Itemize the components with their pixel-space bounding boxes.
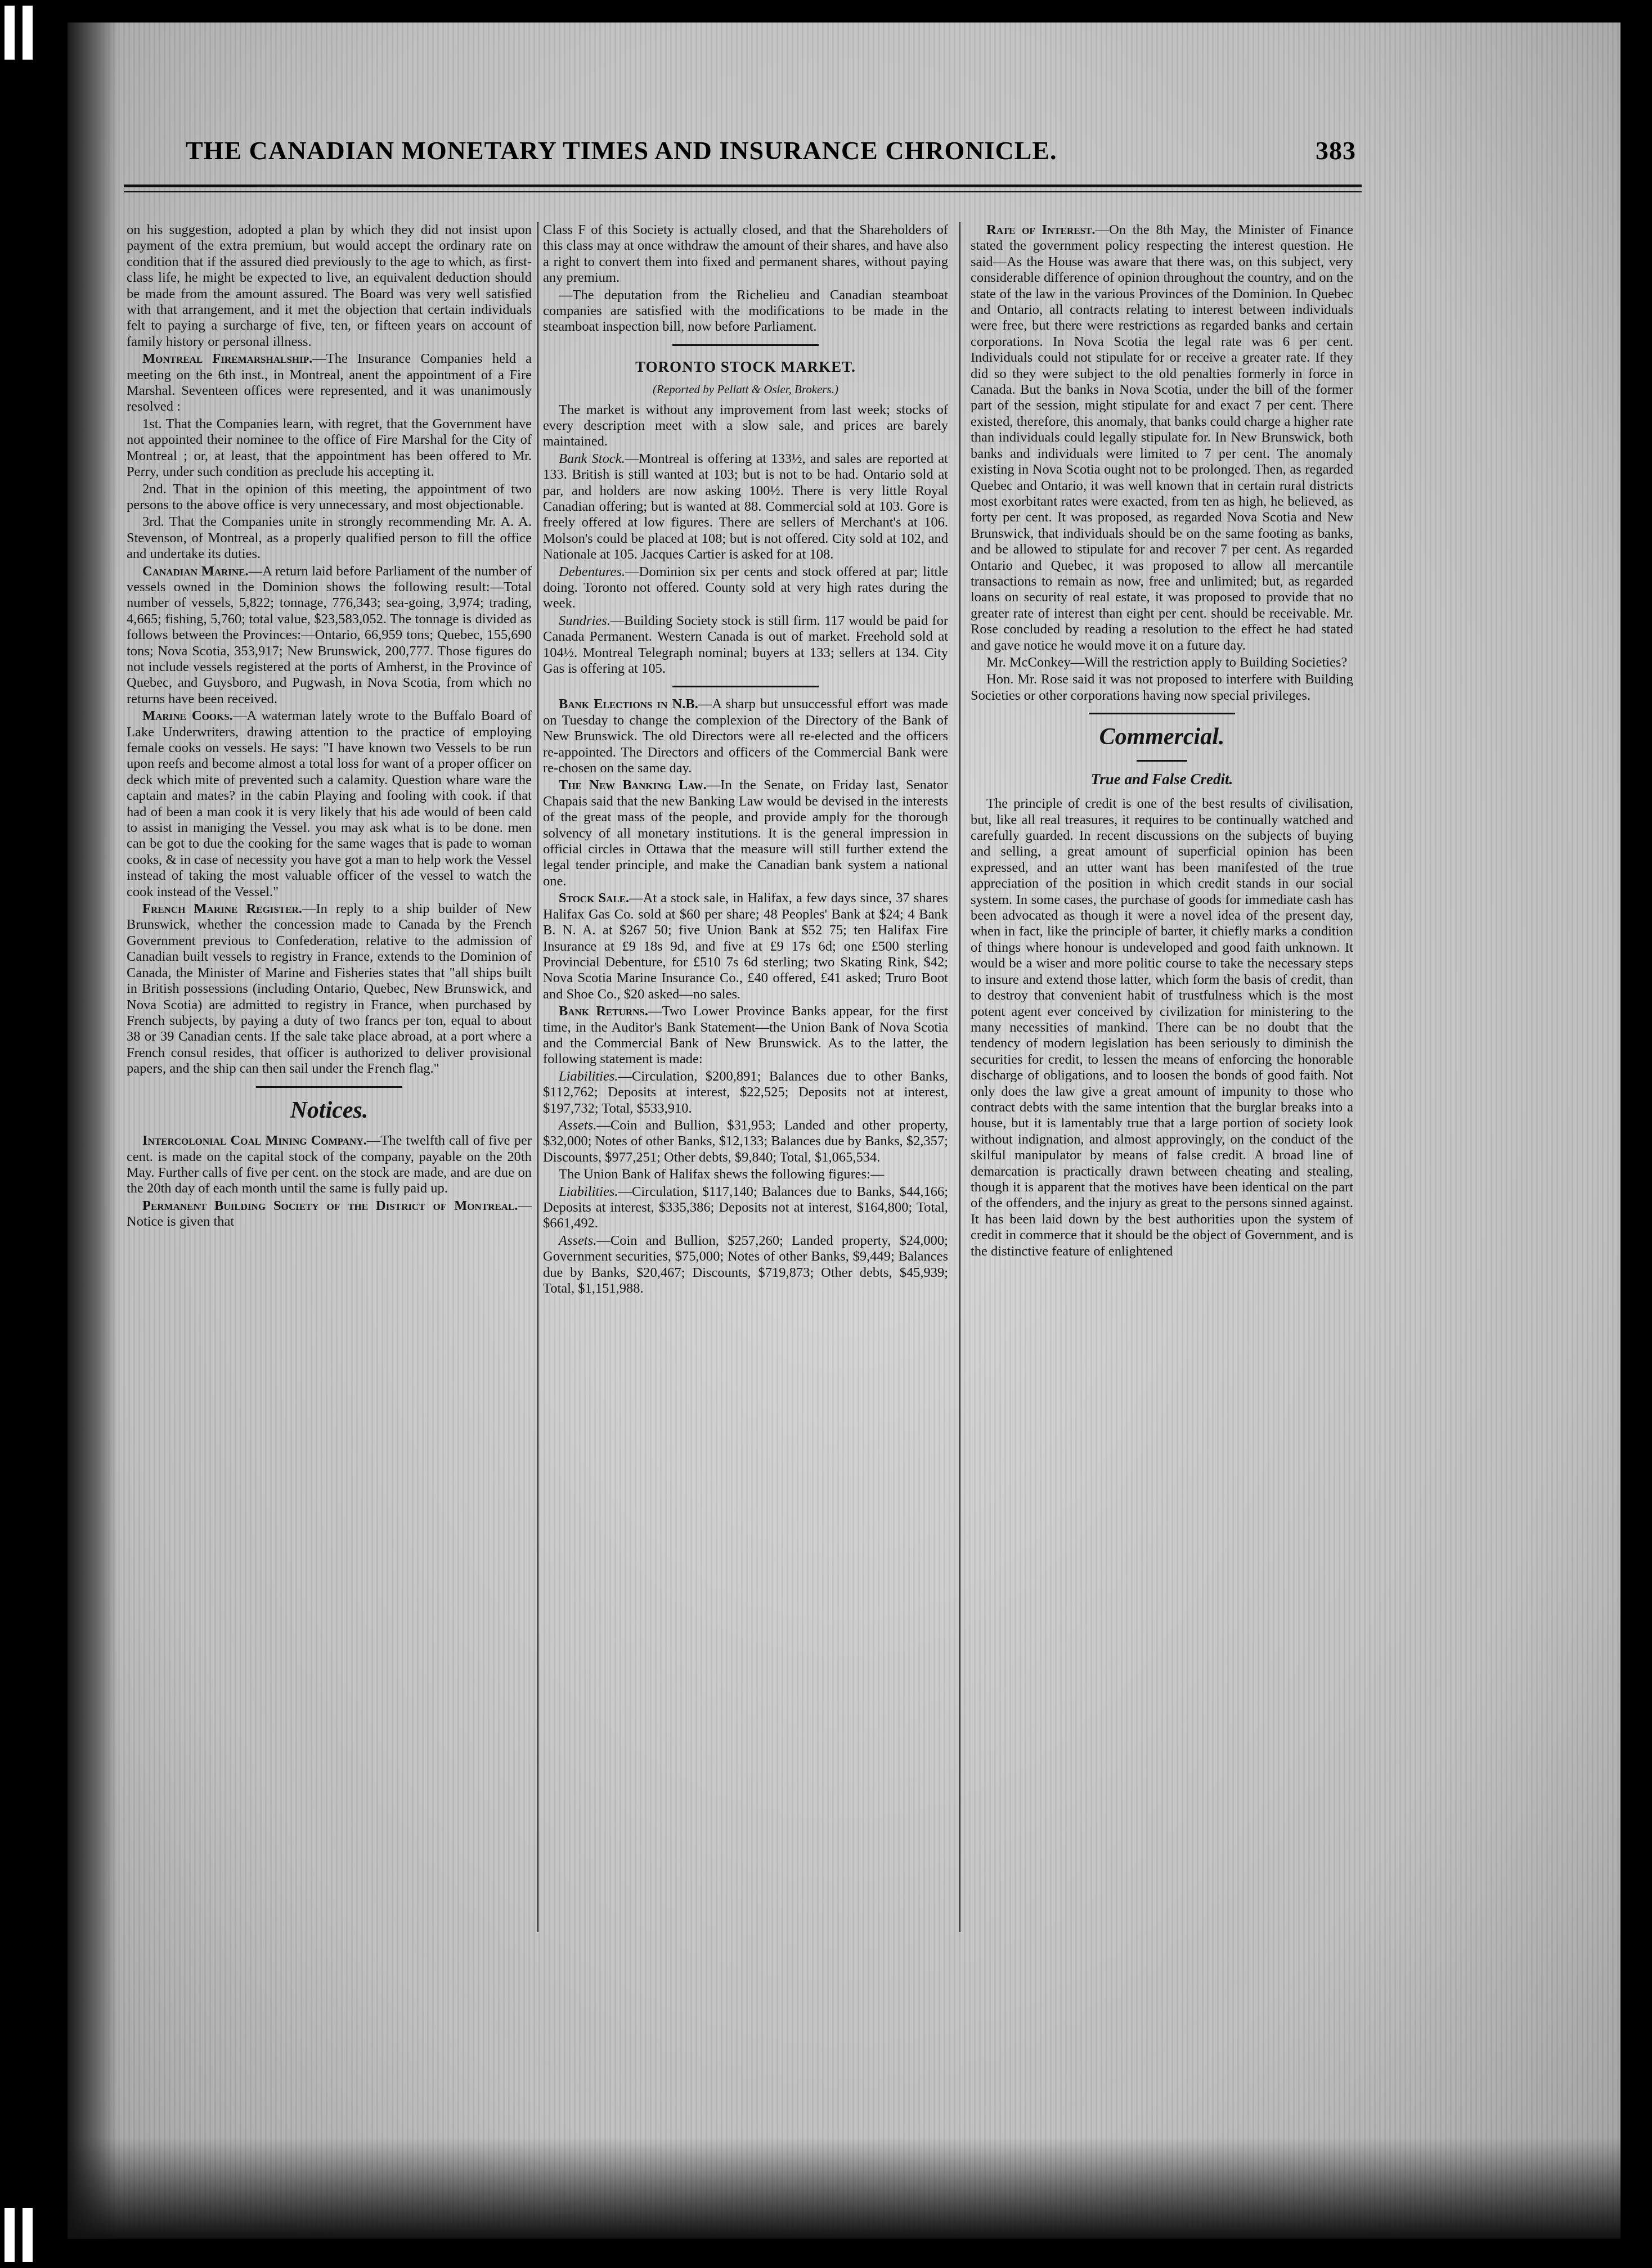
paragraph-body: —A sharp but unsuccessful effort was made on Tuesday to change the complexion of the Directory of the Bank of New Brunswick. The old Directors were all re-elected and the officers re-appointed. The Directors and officers of the Commercial Bank were re-chosen on the same day. bbox=[543, 696, 948, 776]
paragraph: —The deputation from the Richelieu and Canadian steamboat companies are satisfied with the modifications to be made in the steamboat inspection bill, now before Parliament. bbox=[543, 287, 948, 335]
section-heading: Permanent Building Society of the District of Montreal. bbox=[142, 1198, 518, 1213]
paragraph-body: —Dominion six per cents and stock offered at par; little doing. Toronto not offered. County sold at very high rates during the week. bbox=[543, 564, 948, 611]
paragraph: 3rd. That the Companies unite in strongly recommending Mr. A. A. Stevenson, of Montreal, as a properly qualified person to fill the office and undertake its duties. bbox=[127, 514, 532, 562]
paragraph bbox=[127, 1133, 532, 1197]
paragraph bbox=[543, 1233, 948, 1297]
section-heading: Bank Returns. bbox=[559, 1004, 648, 1019]
paragraph: The Union Bank of Halifax shews the following figures:— bbox=[559, 1167, 885, 1182]
section-heading: Canadian Marine. bbox=[142, 563, 249, 579]
paragraph-body: —Circulation, $117,140; Balances due to Banks, $44,166; Deposits at interest, $335,386; Deposits not at interest, $164,800; Total, $661,492. bbox=[543, 1184, 948, 1231]
paragraph-body: —Circulation, $200,891; Balances due to other Banks, $112,762; Deposits at interest, $22,525; Deposits not at interest, $197,732; Total, $533,910. bbox=[543, 1068, 948, 1116]
column-2 bbox=[543, 222, 948, 1298]
paragraph: on his suggestion, adopted a plan by which they did not insist upon payment of the extra premium, but would accept the ordinary rate on condition that if the assured died previously to the age to which, as first-class life, he might be expected to live, an equivalent deduction should be made from the amount assured. The Board was very well satisfied with that arrangement, and it met the objection that certain individuals felt to paying a surcharge of five, ten, or fifteen years on account of family history or personal illness. bbox=[127, 222, 532, 349]
section-heading: Sundries. bbox=[559, 613, 610, 628]
page-bottom-shadow bbox=[68, 2138, 1620, 2239]
paragraph-body: —Building Society stock is still firm. 117 would be paid for Canada Permanent. Western Canada is out of market. Freehold sold at 104½. Montreal Telegraph nominal; buyers at 133; sellers at 134. City Gas is offering at 105. bbox=[543, 613, 948, 677]
section-heading: Bank Stock. bbox=[559, 451, 625, 466]
section-heading: Bank Elections in N.B. bbox=[559, 696, 698, 712]
separator-short bbox=[1137, 760, 1187, 762]
paragraph bbox=[543, 1118, 948, 1166]
paragraph-body: —The Insurance Companies held a meeting on the 6th inst., in Montreal, anent the appointment of a Fire Marshal. Seventeen offices were represented, and it was unanimously resolved : bbox=[127, 351, 532, 415]
paragraph bbox=[543, 564, 948, 612]
paragraph-body: —In the Senate, on Friday last, Senator Chapais said that the new Banking Law would be devised in the interests of the great mass of the people, and provide amply for the thorough solvency of all monetary institutions. It is the general impression in official circles in Ottawa that the measure will still further extend the legal tender principle, and make the Canadian bank system a national one. bbox=[543, 777, 948, 889]
paragraph bbox=[543, 1184, 948, 1232]
header-rule-thin bbox=[124, 191, 1362, 192]
paragraph-body: —A waterman lately wrote to the Buffalo Board of Lake Underwriters, drawing attention to the practice of employing female cooks on vessels. He says: "I have known two Vessels to be run upon reefs and become almost a total loss for want of a proper officer on deck which mite of prevented such a calamity. Question whare ware the captain and mates? in the cabin Playing and fooling with cook. if that had of been a man cook it is very likely that his ade would of been cald to assist in maniging the Vessel. you may ask what is to be done. men can be got to due the cooking for the same wages that is pade to woman cooks, & in case of necessity you have got a man to help work the Vessel instead of taking the most valuable officer of the vessel to watch the cook instead of the Vessel." bbox=[127, 708, 532, 899]
separator bbox=[1089, 713, 1235, 714]
paragraph-body: —On the 8th May, the Minister of Finance stated the government policy respecting the interest question. He said—As the House was aware that there was, on this subject, very considerable difference of opinion throughout the country, and on the state of the law in the various Provinces of the Dominion. In Quebec and Ontario, all contracts relating to interest between individuals were free, but there were restrictions as regarded banks and certain corporations. In Nova Scotia the legal rate was 6 per cent. Individuals could not stipulate for or receive a greater rate. If they did so they were subject to the old penalties formerly in force in Canada. But the banks in Nova Scotia, under the bill of the former part of the session, might stipulate for and exact 7 per cent. There existed, therefore, this anomaly, that banks could charge a higher rate than individuals could legally stipulate for. In New Brunswick, both banks and individuals were limited to 7 per cent. The anomaly existing in Nova Scotia ought not to be prolonged. Then, as regarded Quebec and Ontario, it was well known that in certain rural districts most exorbitant rates were exacted, from ten as high, he believed, as forty per cent. It was proposed, as regarded Nova Scotia and New Brunswick, that individuals should be on the same footing as banks, and be allowed to stipulate for and recover 7 per cent. As regarded Ontario and Quebec, it was proposed to allow all mercantile transactions to remain as now, free and unlimited; but, as regarded loans on security of real estate, it was proposed to provide that no greater rate of interest than eight per cent. should be receivable. Mr. Rose concluded by reading a resolution to the effect he had stated and gave notice he would move it on a future day. bbox=[971, 222, 1353, 653]
paragraph bbox=[971, 222, 1353, 654]
paragraph-body: —A return laid before Parliament of the number of vessels owned in the Dominion shows the following result:—Total number of vessels, 5,822; tonnage, 776,343; sea-going, 3,974; trading, 4,665; fishing, 5,760; total value, $23,583,052. The tonnage is divided as follows between the Provinces:—Ontario, 66,959 tons; Quebec, 155,690 tons; Nova Scotia, 353,917; New Brunswick, 200,777. Those figures do not include vessels registered at the ports of Amherst, in the Province of Quebec, and Guysboro, and Pugwash, in Nova Scotia, from which no returns have been received. bbox=[127, 563, 532, 706]
paragraph: 2nd. That in the opinion of this meeting, the appointment of two persons to the above office is very unnecessary, and most objectionable. bbox=[127, 481, 532, 512]
paragraph: Mr. McConkey—Will the restriction apply to Building Societies? bbox=[986, 654, 1348, 670]
section-heading: Liabilities. bbox=[559, 1068, 618, 1084]
column-divider-2 bbox=[959, 222, 960, 1932]
masthead-title: THE CANADIAN MONETARY TIMES AND INSURANCE CHRONICLE. bbox=[186, 136, 1057, 165]
commercial-heading: Commercial. bbox=[1099, 724, 1225, 750]
section-heading: Montreal Firemarshalship. bbox=[142, 351, 313, 367]
column-divider-1 bbox=[537, 222, 538, 1932]
paragraph bbox=[543, 777, 948, 889]
section-heading: Rate of Interest. bbox=[986, 222, 1096, 237]
section-heading: The New Banking Law. bbox=[559, 777, 707, 793]
paragraph-body: —The twelfth call of five per cent. is made on the capital stock of the company, payable on the 20th May. Further calls of five per cent. on the stock are made, and are due on the 20th day of each month until the same is fully paid up. bbox=[127, 1133, 532, 1196]
paragraph bbox=[127, 708, 532, 900]
film-mark-bottom-left-2 bbox=[23, 2208, 33, 2262]
section-heading: Intercolonial Coal Mining Company. bbox=[142, 1133, 367, 1149]
section-heading: French Marine Register. bbox=[142, 901, 302, 917]
paragraph: The principle of credit is one of the best results of civilisation, but, like all real treasures, it requires to be continually watched and carefully guarded. In recent discussions on the subjects of buying and selling, a great amount of superficial opinion has been expressed, and an utter want has been manifested of the true appreciation of the position in which credit stands in our social system. In some cases, the purchase of goods for immediate cash has been advocated as though it were a novel idea of the present day, when in fact, like the principle of barter, it chiefly marks a condition of things where honour is undeveloped and good faith unknown. It would be a wiser and more politic course to take the necessary steps to insure and extend those latter, which form the basis of credit, than to destroy that convenient habit of trustfulness which is the most potent agent ever conceived by civilization for ministering to the many necessities of mankind. There can be no doubt that the tendency of modern legislation has been seriously to diminish the securities for credit, to lessen the means of enforcing the honorable discharge of obligations, and to loosen the bonds of good faith. Not only does the law give a great amount of impunity to those who contract debts with the same intention that the burglar breaks into a house, but it is lamentably true that a large portion of society look without indignation, and almost approvingly, on the conduct of the skilful manipulator by means of false credit. A broad line of demarcation is practically drawn between cheating and stealing, though it is apparent that the motives have been identical on the part of the offenders, and the injury as great to the persons sinned against. It has been laid down by the best authorities upon the system of credit in commerce that it should be the object of Government, and is the distinctive feature of enlightened bbox=[971, 796, 1353, 1259]
paragraph bbox=[127, 351, 532, 415]
paragraph bbox=[543, 890, 948, 1002]
credit-article-heading: True and False Credit. bbox=[1090, 770, 1233, 788]
film-mark-top-left-2 bbox=[23, 6, 33, 60]
film-mark-top-left-1 bbox=[5, 6, 15, 60]
paragraph-body: —Notice is given that bbox=[127, 1198, 532, 1230]
page-header bbox=[186, 130, 1356, 170]
separator bbox=[672, 344, 819, 346]
paragraph bbox=[543, 613, 948, 677]
column-1 bbox=[127, 222, 532, 1231]
paragraph: The market is without any improvement from last week; stocks of every description meet with a slow sale, and prices are barely maintained. bbox=[543, 402, 948, 449]
stock-market-subheading: (Reported by Pellatt & Osler, Brokers.) bbox=[653, 382, 838, 397]
paragraph bbox=[543, 451, 948, 563]
paragraph bbox=[543, 1004, 948, 1068]
separator bbox=[256, 1086, 402, 1088]
film-mark-bottom-left-1 bbox=[5, 2208, 15, 2262]
paragraph: Hon. Mr. Rose said it was not proposed to interfere with Building Societies or other corporations having now special privileges. bbox=[971, 672, 1353, 703]
paragraph bbox=[127, 564, 532, 708]
notices-heading: Notices. bbox=[290, 1097, 369, 1123]
paragraph bbox=[543, 696, 948, 776]
section-heading: Assets. bbox=[559, 1117, 597, 1133]
column-3 bbox=[971, 222, 1353, 1261]
paragraph-body: —Coin and Bullion, $257,260; Landed property, $24,000; Government securities, $75,000; Notes of other Banks, $9,449; Balances due by Banks, $20,467; Discounts, $719,873; Other debts, $45,939; Total, $1,151,988. bbox=[543, 1232, 948, 1297]
paragraph-body: —Two Lower Province Banks appear, for the first time, in the Auditor's Bank Statement—the Union Bank of Nova Scotia and the Commercial Bank of New Brunswick. As to the latter, the following statement is made: bbox=[543, 1004, 948, 1067]
section-heading: Stock Sale. bbox=[559, 890, 630, 906]
section-heading: Liabilities. bbox=[559, 1184, 618, 1199]
separator bbox=[672, 686, 819, 687]
stock-market-heading: TORONTO STOCK MARKET. bbox=[635, 358, 856, 375]
header-rule-thick bbox=[124, 184, 1362, 187]
paragraph bbox=[127, 1198, 532, 1230]
paragraph bbox=[543, 1069, 948, 1117]
paragraph: 1st. That the Companies learn, with regret, that the Government have not appointed their nominee to the office of Fire Marshal for the City of Montreal ; or, at least, that the appointment has been offered to Mr. Perry, under such condition as preclude his accepting it. bbox=[127, 416, 532, 480]
paragraph: Class F of this Society is actually closed, and that the Shareholders of this class may at once withdraw the amount of their shares, and have also a right to convert them into fixed and permanent shares, without paying any premium. bbox=[543, 222, 948, 286]
paragraph-body: —Coin and Bullion, $31,953; Landed and other property, $32,000; Notes of other Banks, $12,133; Balances due by Banks, $2,357; Discounts, $977,251; Other debts, $9,840; Total, $1,065,534. bbox=[543, 1117, 948, 1165]
paragraph bbox=[127, 901, 532, 1077]
section-heading: Assets. bbox=[559, 1232, 597, 1248]
section-heading: Marine Cooks. bbox=[142, 708, 233, 724]
paragraph-body: —In reply to a ship builder of New Brunswick, whether the concession made to Canada by the French Government previous to Confederation, relative to the admission of Canadian built vessels to registry in France, extends to the Dominion of Canada, the Minister of Marine and Fisheries states that "all ships built in British possessions (including Ontario, Quebec, New Brunswick, and Nova Scotia) are admitted to registry in France, when purchased by French subjects, by paying a duty of two francs per ton, equal to about 38 or 39 Canadian cents. If the sale take place abroad, at a port where a French consul resides, that officer is authorized to deliver provisional papers, and the ship can then sail under the French flag." bbox=[127, 901, 532, 1077]
page-number: 383 bbox=[1316, 136, 1356, 165]
paragraph-body: —Montreal is offering at 133½, and sales are reported at 133. British is still wanted at 103; but is not to be had. Ontario sold at par, and holders are now asking 100½. There is very little Royal Canadian offering; but is wanted at 88. Commercial sold at 103. Gore is freely offered at low figures. There are sellers of Merchant's at 106. Molson's could be placed at 108; but is not offered. City sold at 102, and Nationale at 105. Jacques Cartier is asked for at 108. bbox=[543, 451, 948, 562]
page-edge-shadow bbox=[68, 22, 118, 2239]
paragraph-body: —At a stock sale, in Halifax, a few days since, 37 shares Halifax Gas Co. sold at $60 per share; 48 Peoples' Bank at $24; 4 Bank B. N. A. at $267 50; five Union Bank at $52 75; ten Halifax Fire Insurance at £9 18s 9d, and five at £9 17s 6d; one £500 sterling Provincial Debenture, for £510 7s 6d sterling; two Skating Rink, $42; Nova Scotia Marine Insurance Co., £40 offered, £41 asked; Truro Boot and Shoe Co., $20 asked—no sales. bbox=[543, 890, 948, 1002]
section-heading: Debentures. bbox=[559, 564, 626, 579]
